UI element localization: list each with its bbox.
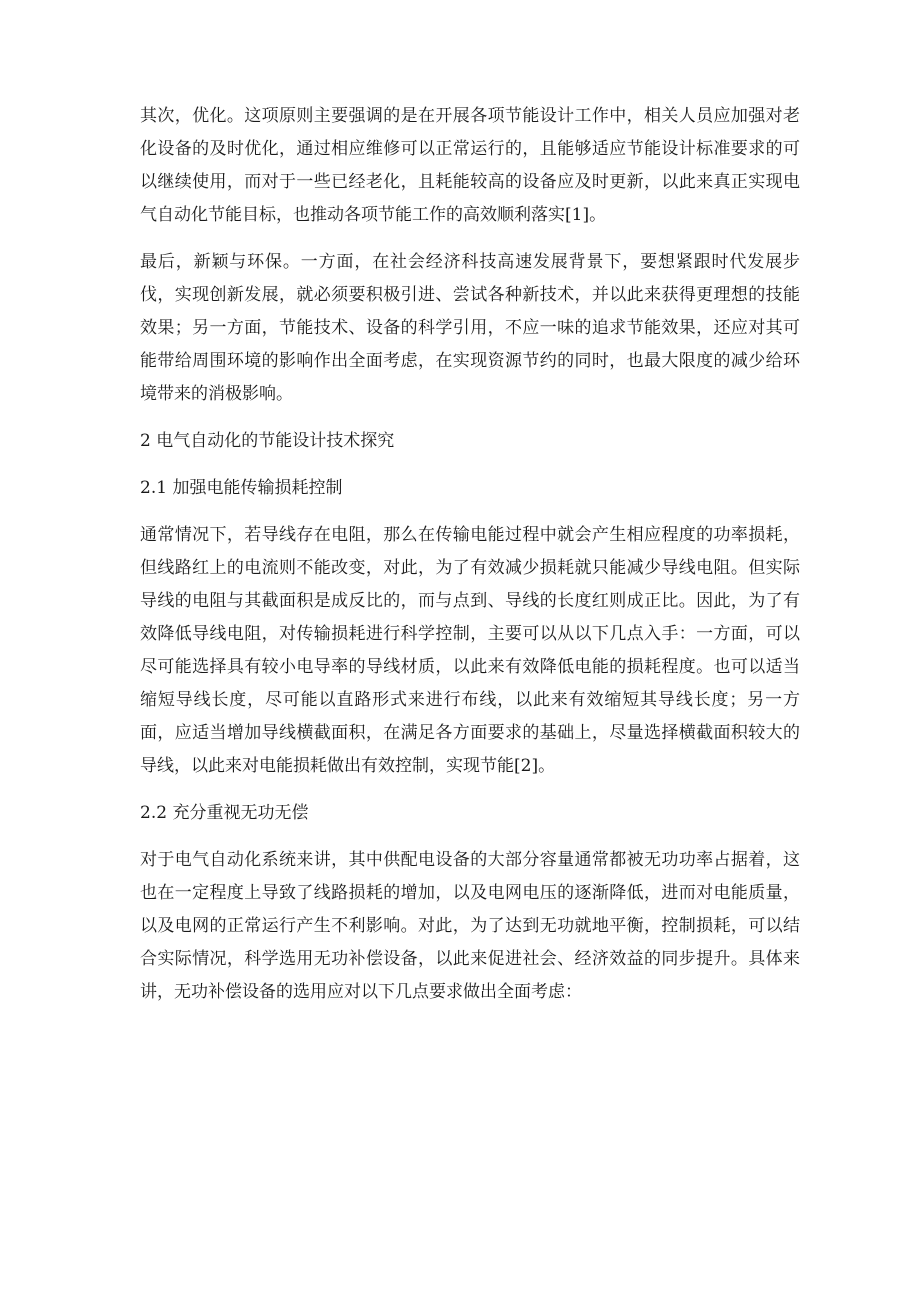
section-heading-2: 2 电气自动化的节能设计技术探究 xyxy=(140,431,395,451)
paragraph-optimization: 其次，优化。这项原则主要强调的是在开展各项节能设计工作中，相关人员应加强对老化设备的及时优化，通过相应维修可以正常运行的，且能够适应节能设计标准要求的可以继续使用，而对于一些已经老化，且耗能较高的设备应及时更新，以此来真正实现电气自动化节能目标，也推动各项节能工作的高效顺利落实[1]。 xyxy=(140,106,800,225)
paragraph-reactive-compensation: 对于电气自动化系统来讲，其中供配电设备的大部分容量通常都被无功功率占据着，这也在一定程度上导致了线路损耗的增加，以及电网电压的逐渐降低，进而对电能质量，以及电网的正常运行产生不利影响。对此，为了达到无功就地平衡，控制损耗，可以结合实际情况，科学选用无功补偿设备，以此来促进社会、经济效益的同步提升。具体来讲，无功补偿设备的选用应对以下几点要求做出全面考虑： xyxy=(140,850,800,1002)
document-page xyxy=(140,100,800,1023)
subsection-heading-2-2: 2.2 充分重视无功无偿 xyxy=(140,803,309,823)
paragraph-transmission-loss: 通常情况下，若导线存在电阻，那么在传输电能过程中就会产生相应程度的功率损耗，但线路红上的电流则不能改变，对此，为了有效减少损耗就只能减少导线电阻。但实际导线的电阻与其截面积是成反比的，而与点到、导线的长度红则成正比。因此，为了有效降低导线电阻，对传输损耗进行科学控制，主要可以从以下几点入手：一方面，可以尽可能选择具有较小电导率的导线材质，以此来有效降低电能的损耗程度。也可以适当缩短导线长度，尽可能以直路形式来进行布线，以此来有效缩短其导线长度；另一方面，应适当增加导线横截面积，在满足各方面要求的基础上，尽量选择横截面积较大的导线，以此来对电能损耗做出有效控制，实现节能[2]。 xyxy=(140,525,800,776)
paragraph-novelty-environment: 最后，新颖与环保。一方面，在社会经济科技高速发展背景下，要想紧跟时代发展步伐，实现创新发展，就必须要积极引进、尝试各种新技术，并以此来获得更理想的技能效果；另一方面，节能技术、设备的科学引用，不应一味的追求节能效果，还应对其可能带给周围环境的影响作出全面考虑，在实现资源节约的同时，也最大限度的减少给环境带来的消极影响。 xyxy=(140,252,800,404)
subsection-heading-2-1: 2.1 加强电能传输损耗控制 xyxy=(140,478,343,498)
